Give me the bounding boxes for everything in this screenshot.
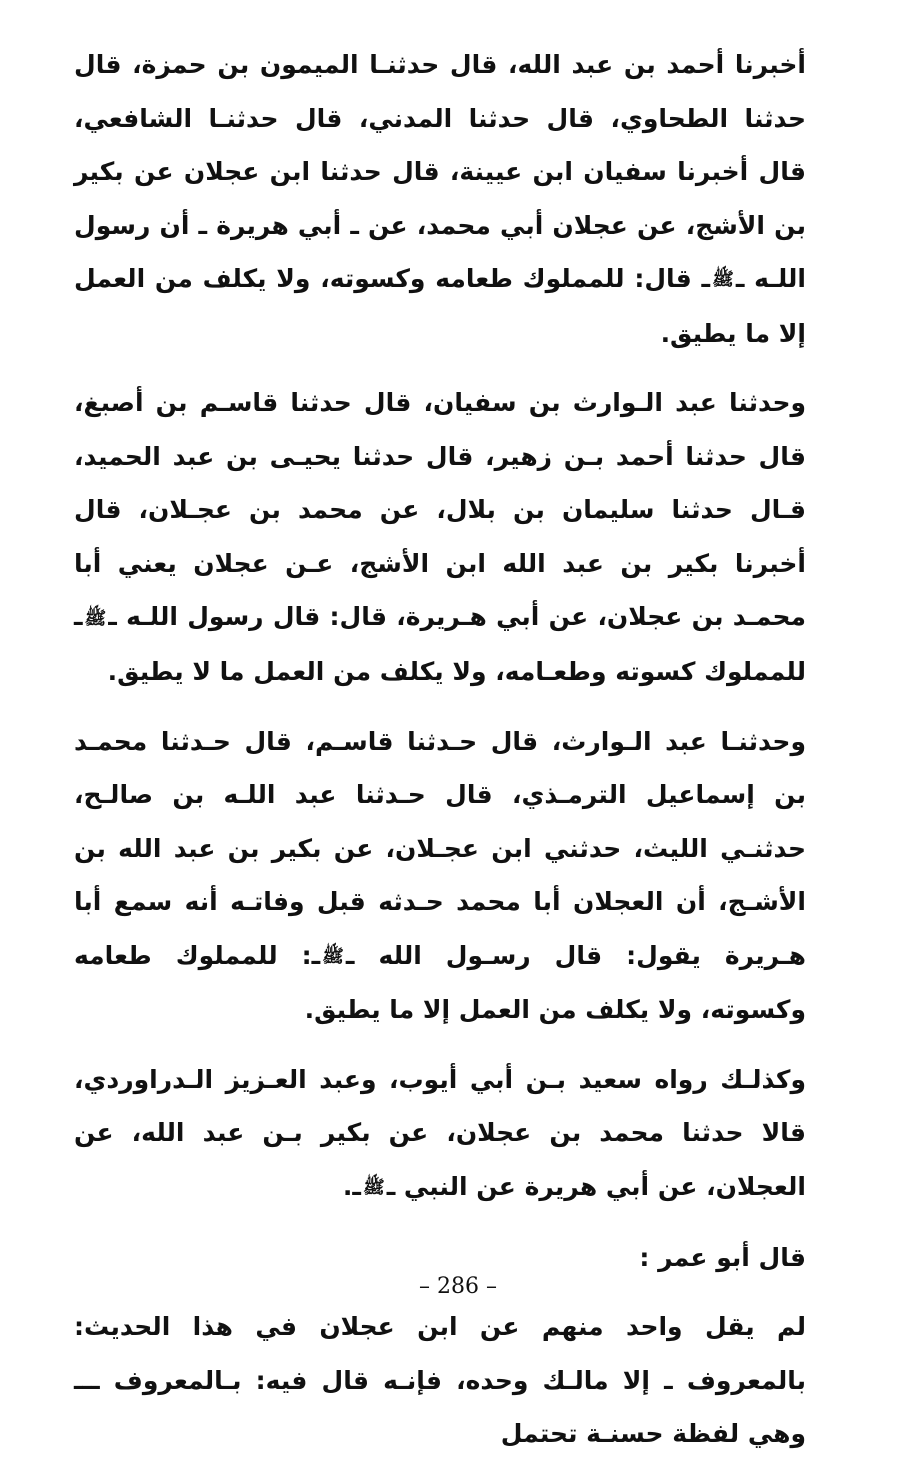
paragraph-5: لم يقل واحد منهم عن ابن عجلان في هذا الحديث: بالمعروف ـ إلا مالـك وحده، فإنـه قال فيه: بـالمعروف ـــ وهي لفظة حسنـة تحتمل [74, 1312, 806, 1448]
pbuh-honorific-icon: ﷺ [322, 945, 344, 967]
paragraph-4-text-after: ـ. [342, 1171, 361, 1201]
paragraph-2-text-after: ـ للمملوك كسوته وطعـامه، ولا يكلف من العمل ما لا يطيق. [74, 602, 806, 686]
paragraph-3-text-before: وحدثنـا عبد الـوارث، قال حـدثنا قاسـم، قال حـدثنا محمـد بن إسماعيل الترمـذي، قال حـدثنا عبد اللـه بن صالـح، حدثنـي الليث، حدثني ابن عجـلان، عن بكير بن عبد الله بن الأشـج، أن العجلان أبا محمد حـدثه قبل وفاتـه أنه سمع أبا هـريرة يقول: قال رسـول الله ـ [74, 726, 807, 970]
pbuh-honorific-icon: ﷺ [362, 1177, 385, 1198]
paragraph-4-text-before: وكذلـك رواه سعيد بـن أبي أيوب، وعبد العـزيز الـدراوردي، قالا حدثنا محمد بن عجلان، عن بكير بـن عبد الله، عن العجلان، عن أبي هريرة عن النبي ـ [74, 1064, 806, 1201]
pbuh-honorific-icon: ﷺ [712, 269, 734, 291]
paragraph-3-text-after: ـ: للمملوك طعامه وكسوته، ولا يكلف من العمل إلا ما يطيق. [74, 940, 806, 1025]
paragraph-4 [74, 1053, 806, 1215]
section-heading: قال أبو عمر : [639, 1242, 806, 1272]
page-text-block [74, 38, 806, 1477]
paragraph-3 [74, 715, 806, 1037]
paragraph-1-text-after: ـ قال: للمملوك طعامه وكسوته، ولا يكلف من العمل إلا ما يطيق. [74, 264, 806, 348]
pbuh-honorific-icon: ﷺ [84, 607, 107, 629]
paragraph-2 [74, 376, 806, 698]
paragraph-1 [74, 38, 806, 360]
page-number: – 286 – [419, 1274, 497, 1299]
paragraph-2-text-before: وحدثنا عبد الـوارث بن سفيان، قال حدثنا قاسـم بن أصبغ، قال حدثنا أحمد بـن زهير، قال حدثنا يحيـى بن عبد الحميد، قـال حدثنا سليمان بن بلال، عن محمد بن عجـلان، قال أخبرنا بكير بن عبد الله ابن الأشج، عـن عجلان يعني أبا محمـد بن عجلان، عن أبي هـريرة، قال: قال رسول اللـه ـ [74, 388, 806, 632]
paragraph-1-text-before: أخبرنا أحمد بن عبد الله، قال حدثنـا الميمون بن حمزة، قال حدثنا الطحاوي، قال حدثنا المدني، قال حدثنـا الشافعي، قال أخبرنا سفيان ابن عيينة، قال حدثنا ابن عجلان عن بكير بن الأشج، عن عجلان أبي محمد، عن ـ أبي هريرة ـ أن رسول اللـه ـ [74, 50, 806, 293]
